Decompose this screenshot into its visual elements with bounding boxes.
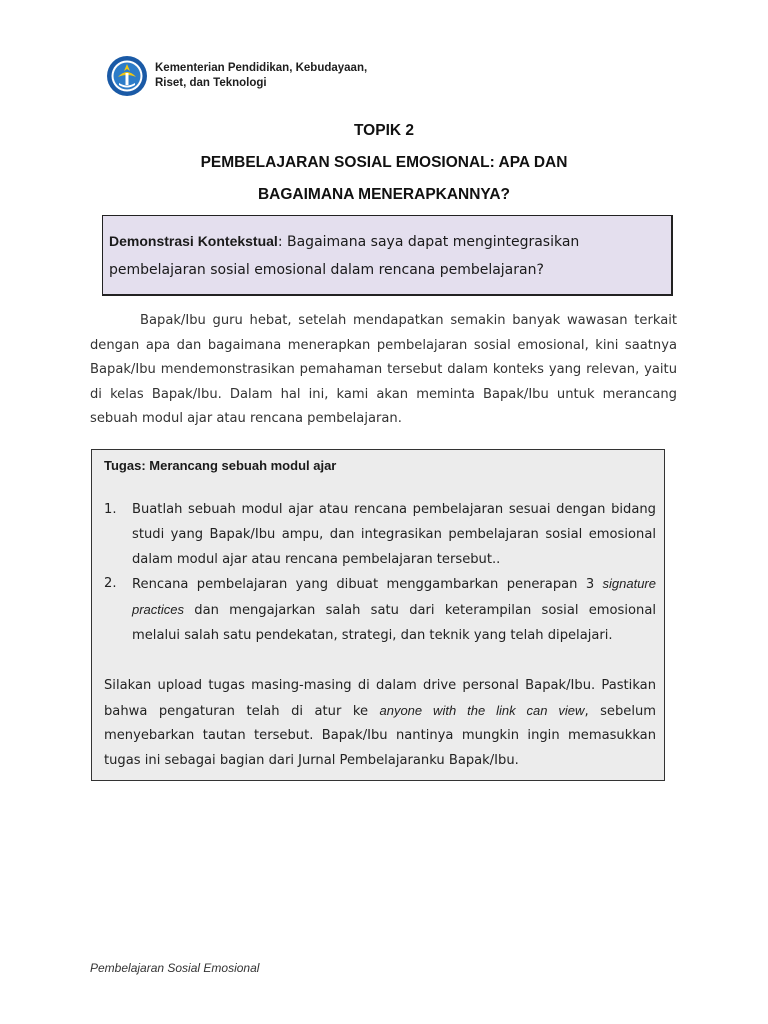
task-list (104, 498, 656, 649)
contextual-demo-box (102, 215, 673, 296)
signature-practices-term: signature practices (132, 576, 656, 618)
intro-text: Bapak/Ibu guru hebat, setelah mendapatkan semakin banyak wawasan terkait dengan apa dan bagaimana menerapkan pembelajaran sosial emosional, kini saatnya Bapak/Ibu mendemonstrasikan pemahaman tersebut dalam konteks yang relevan, yaitu di kelas Bapak/Ibu. Dalam hal ini, kami akan meminta Bapak/Ibu untuk merancang sebuah modul ajar atau rencana pembelajaran. (90, 313, 677, 427)
page-title-line1: PEMBELAJARAN SOSIAL EMOSIONAL: APA DAN (200, 154, 568, 171)
closing-text-cont: , sebelum menyebarkan tautan tersebut. Bapak/Ibu nantinya mungkin ingin memasukkan tugas ini sebagai bagian dari Jurnal Pembelajaranku Bapak/Ibu. (104, 703, 657, 769)
task-item-number: 2. (104, 576, 117, 592)
demo-colon: : (277, 234, 283, 250)
demo-question: Bagaimana saya dapat mengintegrasikan pembelajaran sosial emosional dalam rencana pembelajaran? (109, 234, 580, 278)
task-title: Tugas: Merancang sebuah modul ajar (104, 458, 337, 473)
topic-number: TOPIK 2 (353, 122, 414, 139)
closing-text: Silakan upload tugas masing-masing di dalam drive personal Bapak/Ibu. Pastikan bahwa pengaturan telah di atur ke (104, 677, 656, 719)
task-item-text: Rencana pembelajaran yang dibuat menggambarkan penerapan 3 (132, 577, 603, 593)
task-item (104, 498, 656, 572)
task-item-text-cont: dan mengajarkan salah satu dari keterampilan sosial emosional melalui salah satu pendekatan, strategi, dan teknik yang telah dipelajari. (132, 603, 656, 643)
ministry-name-line2: Riset, dan Teknologi (155, 77, 267, 89)
task-box (91, 449, 665, 781)
task-closing-paragraph (104, 674, 656, 774)
sharing-setting-term: anyone with the link can view (379, 702, 585, 718)
task-item-number: 1. (104, 502, 117, 517)
page-footer: Pembelajaran Sosial Emosional (90, 961, 260, 975)
intro-paragraph (90, 309, 677, 432)
ministry-name-line1: Kementerian Pendidikan, Kebudayaan, (155, 62, 368, 74)
task-item-text: Buatlah sebuah modul ajar atau rencana pembelajaran sesuai dengan bidang studi yang Bapak/Ibu ampu, dan integrasikan pembelajaran sosial emosional dalam modul ajar atau rencana pembelajaran tersebut.. (132, 502, 656, 567)
page-title-line2: BAGAIMANA MENERAPKANNYA? (257, 186, 511, 203)
task-item (104, 572, 656, 648)
demo-label: Demonstrasi Kontekstual (109, 233, 278, 249)
ministry-name (155, 61, 367, 91)
tut-wuri-handayani-emblem-icon (106, 55, 148, 97)
ministry-header (106, 55, 367, 97)
